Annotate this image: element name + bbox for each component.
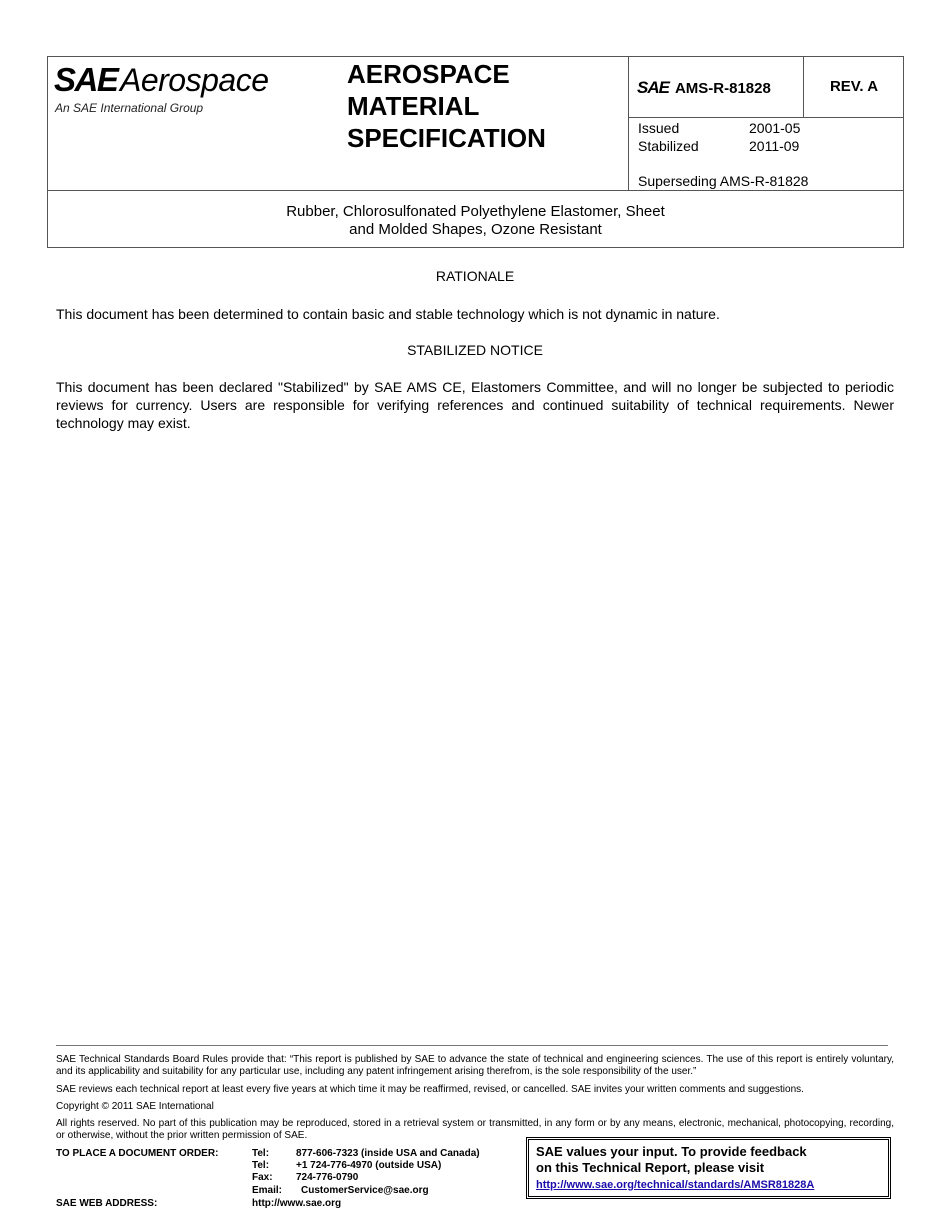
tel-label: Tel: [252,1148,270,1159]
fax-value: 724-776-0790 [296,1172,359,1183]
document-type [347,58,617,154]
issued-label: Issued [638,120,680,136]
doc-type-line: AEROSPACE [347,59,510,89]
title-line: and Molded Shapes, Ozone Resistant [349,221,602,238]
title-line: Rubber, Chlorosulfonated Polyethylene Elastomer, Sheet [286,203,665,220]
email-value: CustomerService@sae.org [301,1185,429,1196]
rules-text: SAE Technical Standards Board Rules provide that: “This report is published by SAE to advance the state of technical and engineering sciences. The use of this report is entirely voluntary, and its applicability and suitability for any particular use, including any patent infringement arising therefrom, is the sole responsibility of the user.” [56,1054,894,1077]
sae-mini-logo: SAE [637,78,669,97]
fax-label: Fax: [252,1172,273,1183]
feedback-box [526,1137,891,1199]
logo-name: Aerospace [120,62,269,98]
sae-aerospace-logo [54,61,344,121]
stabilized-notice-heading: STABILIZED NOTICE [407,342,543,358]
tel2-label: Tel: [252,1160,270,1171]
stabilized-notice-text: This document has been declared "Stabilized" by SAE AMS CE, Elastomers Committee, and will no longer be subjected to periodic reviews for currency. Users are responsible for verifying references and continued suitability of technical requirements. Newer technology may exist. [56,379,894,431]
header-box [47,56,904,248]
copyright: Copyright © 2011 SAE International [56,1101,214,1112]
feedback-line: on this Technical Report, please visit [536,1160,765,1175]
tel-value: 877-606-7323 (inside USA and Canada) [296,1148,480,1159]
order-label: TO PLACE A DOCUMENT ORDER: [56,1148,219,1159]
doc-type-line: MATERIAL [347,91,480,121]
feedback-link[interactable]: http://www.sae.org/technical/standards/AMSR81828A [536,1179,815,1191]
feedback-line: SAE values your input. To provide feedback [536,1144,807,1159]
revision: REV. A [829,78,879,95]
logo-tagline: An SAE International Group [55,101,204,115]
document-title [48,203,903,239]
divider [48,190,903,191]
logo-brand: SAE [54,61,118,98]
stabilized-label: Stabilized [638,138,699,154]
stabilized-date: 2011-09 [749,138,800,154]
document-number: AMS-R-81828 [674,79,771,97]
footer-divider [56,1045,888,1046]
web-label: SAE WEB ADDRESS: [56,1198,158,1209]
rights-text: All rights reserved. No part of this publication may be reproduced, stored in a retrieval system or transmitted, in any form or by any means, electronic, mechanical, photocopying, recording, or otherwise, without the prior written permission of SAE. [56,1118,894,1141]
dates-block [638,119,800,155]
divider [628,117,904,118]
superseding: Superseding AMS-R-81828 [638,173,809,189]
divider [628,57,629,190]
issued-date: 2001-05 [749,120,801,136]
document-number-cell [637,78,771,98]
web-value: http://www.sae.org [252,1198,342,1209]
doc-type-line: SPECIFICATION [347,123,546,153]
rationale-text: This document has been determined to contain basic and stable technology which is not dynamic in nature. [56,306,720,322]
tel2-value: +1 724-776-4970 (outside USA) [296,1160,442,1171]
review-text: SAE reviews each technical report at least every five years at which time it may be reaffirmed, revised, or cancelled. SAE invites your written comments and suggestions. [56,1084,804,1095]
rationale-heading: RATIONALE [435,268,515,284]
email-label: Email: [252,1185,283,1196]
